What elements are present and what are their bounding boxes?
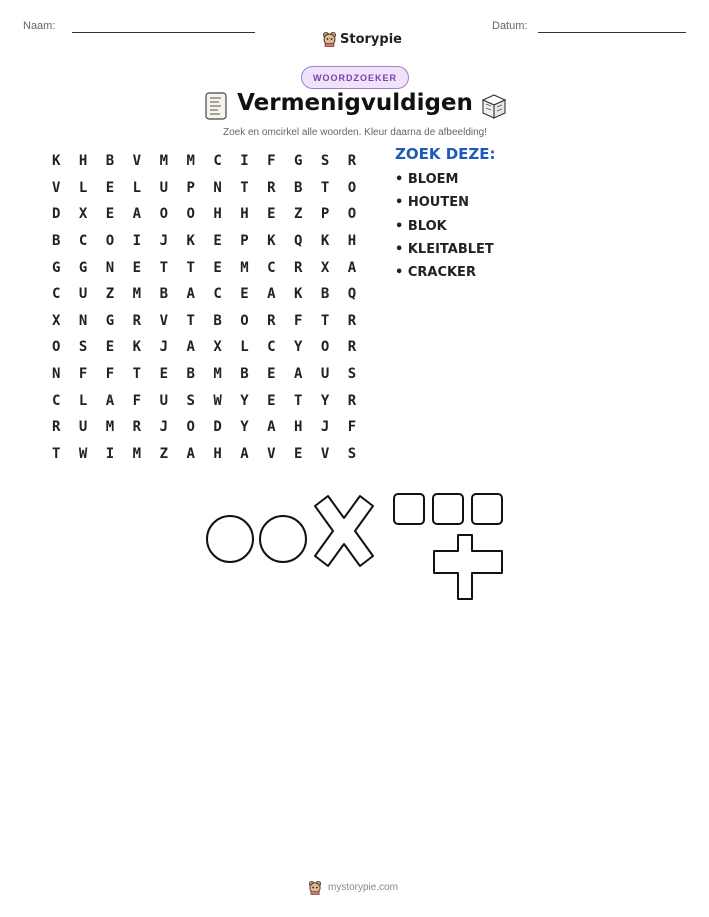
grid-letter[interactable]: D	[213, 419, 222, 436]
grid-letter[interactable]: W	[78, 445, 88, 462]
grid-row	[52, 334, 375, 361]
grid-letter[interactable]: Z	[294, 206, 303, 223]
grid-row	[52, 228, 375, 255]
date-label: Datum:	[492, 20, 528, 32]
word-list-item: • BLOEM	[395, 172, 459, 187]
grid-letter[interactable]: J	[159, 233, 168, 250]
grid-letter[interactable]: E	[132, 259, 142, 276]
grid-letter[interactable]: M	[159, 153, 168, 170]
circle-shape[interactable]	[207, 516, 253, 562]
grid-letter[interactable]: O	[347, 179, 357, 196]
footer	[308, 880, 398, 895]
word-list-item: • BLOK	[395, 218, 447, 234]
grid-letter[interactable]: E	[213, 233, 222, 250]
grid-letter[interactable]: F	[132, 392, 142, 409]
grid-letter[interactable]: S	[320, 153, 330, 170]
grid-letter[interactable]: K	[52, 153, 61, 170]
grid-letter[interactable]: C	[213, 286, 222, 303]
grid-letter[interactable]: V	[52, 179, 61, 196]
grid-letter[interactable]: R	[347, 153, 357, 170]
grid-letter[interactable]: G	[78, 259, 88, 276]
storypie-mascot-icon	[308, 880, 322, 895]
grid-letter[interactable]: V	[320, 445, 330, 462]
grid-letter[interactable]: F	[267, 153, 276, 170]
grid-letter[interactable]: N	[78, 312, 88, 329]
grid-letter[interactable]: A	[186, 286, 195, 303]
grid-letter[interactable]: R	[267, 179, 276, 196]
grid-letter[interactable]: R	[347, 392, 357, 409]
grid-letter[interactable]: Q	[347, 286, 357, 303]
grid-letter[interactable]: W	[213, 392, 222, 409]
grid-letter[interactable]: J	[159, 339, 168, 356]
grid-letter[interactable]: E	[105, 339, 115, 356]
word-list-item: • CRACKER	[395, 265, 476, 281]
grid-letter[interactable]: B	[52, 233, 61, 250]
grid-letter[interactable]: I	[240, 153, 249, 170]
grid-letter[interactable]: T	[320, 312, 330, 329]
grid-letter[interactable]: A	[240, 445, 249, 462]
grid-letter[interactable]: L	[78, 392, 88, 409]
grid-letter[interactable]: M	[186, 153, 195, 170]
grid-letter[interactable]: S	[347, 445, 357, 462]
word-search-grid[interactable]	[52, 148, 375, 467]
grid-letter[interactable]: T	[52, 445, 61, 462]
grid-letter[interactable]: F	[294, 312, 303, 329]
grid-letter[interactable]: V	[159, 312, 168, 329]
name-field-line[interactable]	[72, 32, 255, 33]
square-shape[interactable]	[433, 494, 463, 524]
grid-letter[interactable]: U	[159, 179, 168, 196]
grid-letter[interactable]: O	[105, 233, 115, 250]
grid-letter[interactable]: Q	[294, 233, 303, 250]
grid-letter[interactable]: A	[186, 339, 195, 356]
grid-letter[interactable]: A	[105, 392, 115, 409]
grid-letter[interactable]: C	[213, 153, 222, 170]
grid-letter[interactable]: M	[105, 419, 115, 436]
grid-letter[interactable]: Z	[105, 286, 115, 303]
grid-letter[interactable]: R	[267, 312, 276, 329]
grid-letter[interactable]: S	[347, 366, 357, 383]
grid-letter[interactable]: B	[294, 179, 303, 196]
grid-letter[interactable]: A	[132, 206, 142, 223]
wooden-block-icon	[480, 92, 508, 120]
grid-letter[interactable]: R	[132, 312, 142, 329]
multiplication-sign-shape[interactable]	[315, 496, 373, 566]
grid-letter[interactable]: R	[132, 419, 142, 436]
grid-row	[52, 414, 375, 441]
word-list-title: ZOEK DEZE:	[395, 145, 496, 163]
grid-letter[interactable]: U	[320, 366, 330, 383]
grid-letter[interactable]: B	[240, 366, 249, 383]
grid-row	[52, 254, 375, 281]
grid-letter[interactable]: X	[52, 312, 61, 329]
grid-letter[interactable]: Z	[159, 445, 168, 462]
grid-letter[interactable]: P	[240, 233, 249, 250]
header	[0, 18, 709, 47]
grid-letter[interactable]: B	[105, 153, 115, 170]
grid-letter[interactable]: X	[213, 339, 222, 356]
grid-letter[interactable]: K	[267, 233, 276, 250]
grid-row	[52, 201, 375, 228]
storypie-mascot-icon	[322, 31, 337, 47]
grid-row	[52, 387, 375, 414]
grid-row	[52, 308, 375, 335]
worksheet-type-badge: WOORDZOEKER	[301, 66, 409, 89]
grid-letter[interactable]: C	[267, 339, 276, 356]
grid-letter[interactable]: R	[347, 339, 357, 356]
grid-letter[interactable]: J	[320, 419, 330, 436]
grid-letter[interactable]: L	[240, 339, 249, 356]
grid-letter[interactable]: K	[186, 233, 195, 250]
grid-letter[interactable]: U	[159, 392, 168, 409]
footer-url[interactable]: mystorypie.com	[328, 882, 399, 893]
grid-letter[interactable]: U	[78, 419, 88, 436]
grid-letter[interactable]: B	[213, 312, 222, 329]
grid-letter[interactable]: Y	[240, 419, 249, 436]
grid-letter[interactable]: S	[186, 392, 195, 409]
grid-letter[interactable]: E	[294, 445, 303, 462]
grid-letter[interactable]: A	[186, 445, 195, 462]
date-field-line[interactable]	[538, 32, 686, 33]
grid-letter[interactable]: T	[159, 259, 168, 276]
grid-letter[interactable]: N	[105, 259, 115, 276]
grid-letter[interactable]: M	[213, 366, 222, 383]
grid-letter[interactable]: E	[213, 259, 222, 276]
grid-letter[interactable]: C	[267, 259, 276, 276]
coloring-image[interactable]	[200, 488, 510, 608]
grid-letter[interactable]: E	[267, 206, 276, 223]
grid-letter[interactable]: T	[132, 366, 142, 383]
grid-letter[interactable]: H	[240, 206, 249, 223]
grid-row	[52, 361, 375, 388]
square-shape[interactable]	[394, 494, 424, 524]
square-shape[interactable]	[472, 494, 502, 524]
grid-letter[interactable]: U	[78, 286, 88, 303]
grid-letter[interactable]: L	[132, 179, 142, 196]
clay-tablet-icon	[204, 92, 228, 120]
circle-shape[interactable]	[260, 516, 306, 562]
grid-letter[interactable]: Y	[294, 339, 303, 356]
grid-letter[interactable]: O	[347, 206, 357, 223]
grid-letter[interactable]: T	[186, 259, 195, 276]
grid-letter[interactable]: O	[186, 419, 195, 436]
grid-letter[interactable]: B	[159, 286, 168, 303]
grid-letter[interactable]: O	[186, 206, 195, 223]
grid-letter[interactable]: N	[52, 366, 61, 383]
grid-letter[interactable]: A	[267, 419, 276, 436]
grid-letter[interactable]: J	[159, 419, 168, 436]
grid-letter[interactable]: F	[347, 419, 357, 436]
grid-letter[interactable]: E	[267, 392, 276, 409]
grid-letter[interactable]: C	[52, 286, 61, 303]
grid-letter[interactable]: E	[159, 366, 168, 383]
word-list-item: • KLEITABLET	[395, 241, 494, 257]
grid-letter[interactable]: M	[240, 259, 249, 276]
grid-letter[interactable]: O	[52, 339, 61, 356]
grid-letter[interactable]: S	[78, 339, 88, 356]
grid-letter[interactable]: A	[294, 366, 303, 383]
grid-letter[interactable]: R	[294, 259, 303, 276]
grid-letter[interactable]: A	[267, 286, 276, 303]
grid-letter[interactable]: V	[132, 153, 142, 170]
grid-letter[interactable]: P	[186, 179, 195, 196]
grid-letter[interactable]: I	[105, 445, 115, 462]
grid-letter[interactable]: P	[320, 206, 330, 223]
grid-row	[52, 175, 375, 202]
grid-letter[interactable]: K	[294, 286, 303, 303]
grid-letter[interactable]: M	[132, 445, 142, 462]
grid-row	[52, 441, 375, 468]
logo-text: Storypie	[340, 31, 402, 47]
word-list-item: • HOUTEN	[395, 195, 469, 211]
grid-letter[interactable]: F	[105, 366, 115, 383]
word-list	[395, 145, 496, 287]
grid-letter[interactable]: H	[213, 445, 222, 462]
grid-letter[interactable]: K	[320, 233, 330, 250]
grid-letter[interactable]: M	[132, 286, 142, 303]
grid-letter[interactable]: E	[105, 206, 115, 223]
instructions: Zoek en omcirkel alle woorden. Kleur daarna de afbeelding!	[222, 127, 488, 138]
grid-letter[interactable]: T	[294, 392, 303, 409]
grid-letter[interactable]: I	[132, 233, 142, 250]
grid-letter[interactable]: B	[186, 366, 195, 383]
grid-letter[interactable]: H	[213, 206, 222, 223]
grid-letter[interactable]: T	[240, 179, 249, 196]
grid-letter[interactable]: E	[240, 286, 249, 303]
grid-letter[interactable]: Y	[240, 392, 249, 409]
grid-letter[interactable]: N	[213, 179, 222, 196]
name-label: Naam:	[23, 20, 56, 32]
grid-letter[interactable]: T	[320, 179, 330, 196]
grid-letter[interactable]: C	[52, 392, 61, 409]
grid-letter[interactable]: O	[159, 206, 168, 223]
grid-letter[interactable]: G	[105, 312, 115, 329]
grid-letter[interactable]: F	[78, 366, 88, 383]
grid-letter[interactable]: A	[347, 259, 357, 276]
grid-letter[interactable]: B	[320, 286, 330, 303]
grid-letter[interactable]: C	[78, 233, 88, 250]
page-title: Vermenigvuldigen	[237, 90, 473, 116]
grid-letter[interactable]: E	[267, 366, 276, 383]
grid-letter[interactable]: K	[132, 339, 142, 356]
grid-letter[interactable]: R	[347, 312, 357, 329]
storypie-logo	[322, 31, 402, 47]
grid-letter[interactable]: D	[52, 206, 61, 223]
grid-letter[interactable]: R	[52, 419, 61, 436]
grid-letter[interactable]: H	[294, 419, 303, 436]
grid-letter[interactable]: O	[320, 339, 330, 356]
grid-letter[interactable]: Y	[320, 392, 330, 409]
grid-letter[interactable]: T	[186, 312, 195, 329]
grid-letter[interactable]: V	[267, 445, 276, 462]
grid-letter[interactable]: X	[78, 206, 88, 223]
plus-sign-shape[interactable]	[434, 535, 502, 599]
grid-letter[interactable]: G	[52, 259, 61, 276]
grid-letter[interactable]: L	[78, 179, 88, 196]
grid-row	[52, 281, 375, 308]
grid-letter[interactable]: H	[347, 233, 357, 250]
grid-letter[interactable]: O	[240, 312, 249, 329]
grid-letter[interactable]: H	[78, 153, 88, 170]
grid-letter[interactable]: E	[105, 179, 115, 196]
grid-row	[52, 148, 375, 175]
grid-letter[interactable]: X	[320, 259, 330, 276]
grid-letter[interactable]: G	[294, 153, 303, 170]
